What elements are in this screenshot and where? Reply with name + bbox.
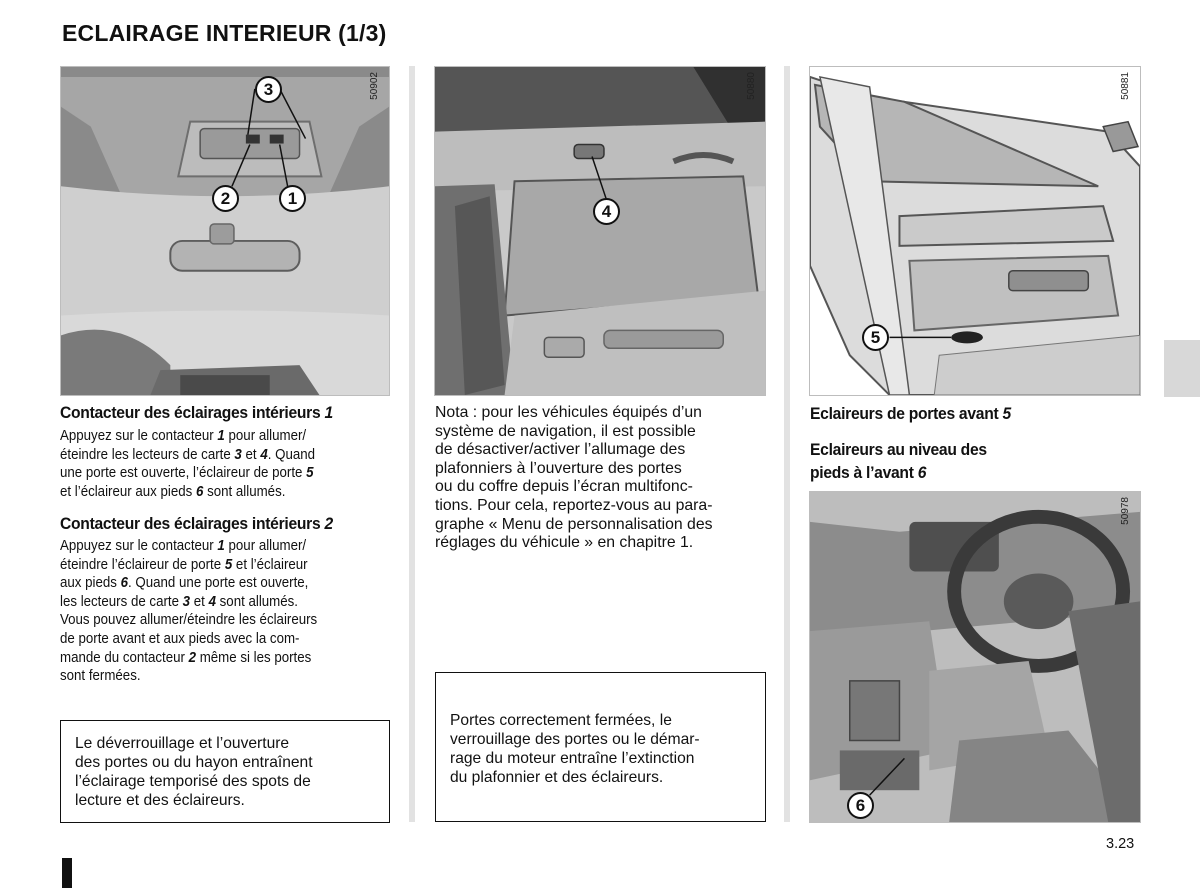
text-run: et <box>190 593 209 610</box>
heading-number: 2 <box>324 514 333 533</box>
text-line <box>60 630 391 649</box>
callout-3: 3 <box>255 76 282 103</box>
text-line <box>60 574 391 593</box>
reference-number: 5 <box>306 465 314 482</box>
info-box-unlocking <box>60 720 390 823</box>
figure-rear-cabin <box>434 66 766 396</box>
text-run: les lecteurs de carte <box>60 593 183 610</box>
text-run: de porte avant et aux pieds avec la com- <box>60 630 300 647</box>
callout-6: 6 <box>847 792 874 819</box>
text-run: . Quand une porte est ouverte, <box>128 575 309 592</box>
reference-number: 1 <box>217 538 225 554</box>
heading-text: Contacteur des éclairages intérieurs <box>60 514 321 533</box>
overhead-console-illustration <box>61 67 389 395</box>
text-run: sont allumés. <box>215 593 299 610</box>
figure-driver-footwell <box>809 491 1141 823</box>
text-line <box>60 667 391 686</box>
text-run: Appuyez sur le contacteur <box>60 538 218 554</box>
text-line <box>60 611 391 630</box>
column-separator <box>409 66 415 822</box>
text-line <box>60 483 391 502</box>
front-door-illustration <box>810 67 1140 395</box>
callout-4: 4 <box>593 198 620 225</box>
text-line: Le déverrouillage et l’ouverture <box>75 735 290 752</box>
heading-number: 6 <box>917 463 927 482</box>
text-line: des portes ou du hayon entraînent <box>75 754 313 771</box>
text-run: . Quand <box>267 446 316 463</box>
text-run: même si les portes <box>196 649 312 666</box>
text-line <box>60 464 391 483</box>
callout-5: 5 <box>862 324 889 351</box>
text-run: mande du contacteur <box>60 649 189 666</box>
text-run: une porte est ouverte, l’éclaireur de porte <box>60 465 307 482</box>
section-heading-foot-lights <box>810 438 987 484</box>
page-number: 3.23 <box>1106 836 1135 852</box>
heading-number: 5 <box>1002 404 1011 423</box>
figure-reference-code: 50880 <box>746 72 757 100</box>
reference-number: 3 <box>182 593 191 610</box>
info-box-text <box>75 734 376 810</box>
text-line: Portes correctement fermées, le <box>450 712 672 729</box>
text-run: sont fermées. <box>60 668 141 685</box>
text-line: système de navigation, il est possible <box>435 422 696 440</box>
reference-number: 6 <box>195 483 204 500</box>
reference-number: 1 <box>217 428 225 444</box>
text-line: l’éclairage temporisé des spots de <box>75 773 311 790</box>
text-line <box>60 556 391 575</box>
info-box-text <box>450 711 751 787</box>
figure-overhead-console <box>60 66 390 396</box>
driver-footwell-illustration <box>810 492 1140 822</box>
reference-number: 2 <box>188 649 197 666</box>
section-heading-door-lights <box>810 404 1011 424</box>
heading-text: Eclaireurs de portes avant <box>810 404 999 423</box>
text-run: pour allumer/ <box>224 538 307 554</box>
text-line: plafonniers à l’ouverture des portes <box>435 459 682 477</box>
heading-text: Eclaireurs au niveau des <box>810 440 987 459</box>
text-run: pour allumer/ <box>224 428 307 444</box>
text-run: Appuyez sur le contacteur <box>60 428 218 444</box>
text-line: du plafonnier et des éclaireurs. <box>450 769 664 786</box>
text-run: et l’éclaireur <box>232 556 308 573</box>
reference-number: 4 <box>208 593 216 610</box>
text-run: sont allumés. <box>203 483 286 500</box>
callout-2: 2 <box>212 185 239 212</box>
text-line: lecture et des éclaireurs. <box>75 792 245 809</box>
text-line: de désactiver/activer l’allumage des <box>435 441 686 459</box>
section-body-switch-2 <box>60 537 391 686</box>
callout-1: 1 <box>279 185 306 212</box>
text-line <box>60 649 391 668</box>
heading-text: Contacteur des éclairages intérieurs <box>60 403 321 422</box>
text-run: et l’éclaireur aux pieds <box>60 483 196 500</box>
section-heading-switch-2 <box>60 514 333 534</box>
text-run: aux pieds <box>60 575 121 592</box>
section-heading-switch-1 <box>60 403 333 423</box>
column-separator <box>784 66 790 822</box>
text-line <box>60 537 391 556</box>
text-line <box>60 593 391 612</box>
text-line: réglages du véhicule » en chapitre 1. <box>435 534 694 552</box>
reference-number: 6 <box>120 575 129 592</box>
text-line: ou du coffre depuis l’écran multifonc- <box>435 478 693 496</box>
reference-number: 4 <box>260 446 268 463</box>
figure-reference-code: 50881 <box>1120 72 1131 100</box>
heading-text: pieds à l’avant <box>810 463 914 482</box>
text-run: éteindre l’éclaireur de porte <box>60 556 225 573</box>
section-body-switch-1 <box>60 427 391 501</box>
text-run: et <box>241 446 261 463</box>
text-line <box>60 427 391 446</box>
nota-paragraph <box>435 404 766 553</box>
figure-front-door <box>809 66 1141 396</box>
text-line: Nota : pour les véhicules équipés d’un <box>435 404 702 421</box>
reference-number: 3 <box>234 446 242 463</box>
text-run: éteindre les lecteurs de carte <box>60 446 235 463</box>
figure-reference-code: 50902 <box>369 72 380 100</box>
rear-cabin-illustration <box>435 67 765 395</box>
reference-number: 5 <box>224 556 233 573</box>
chapter-side-tab <box>1164 340 1200 397</box>
crop-mark <box>62 858 72 888</box>
text-line <box>60 446 391 465</box>
text-line: verrouillage des portes ou le démar- <box>450 731 700 748</box>
figure-reference-code: 50978 <box>1120 497 1131 525</box>
heading-number: 1 <box>324 403 333 422</box>
text-line: rage du moteur entraîne l’extinction <box>450 750 695 767</box>
text-line: tions. Pour cela, reportez-vous au para- <box>435 496 713 514</box>
info-box-doors-closed <box>435 672 766 822</box>
text-run: Vous pouvez allumer/éteindre les éclaireurs <box>60 612 318 629</box>
page-title: ECLAIRAGE INTERIEUR (1/3) <box>62 20 387 46</box>
text-line: graphe « Menu de personnalisation des <box>435 515 713 533</box>
